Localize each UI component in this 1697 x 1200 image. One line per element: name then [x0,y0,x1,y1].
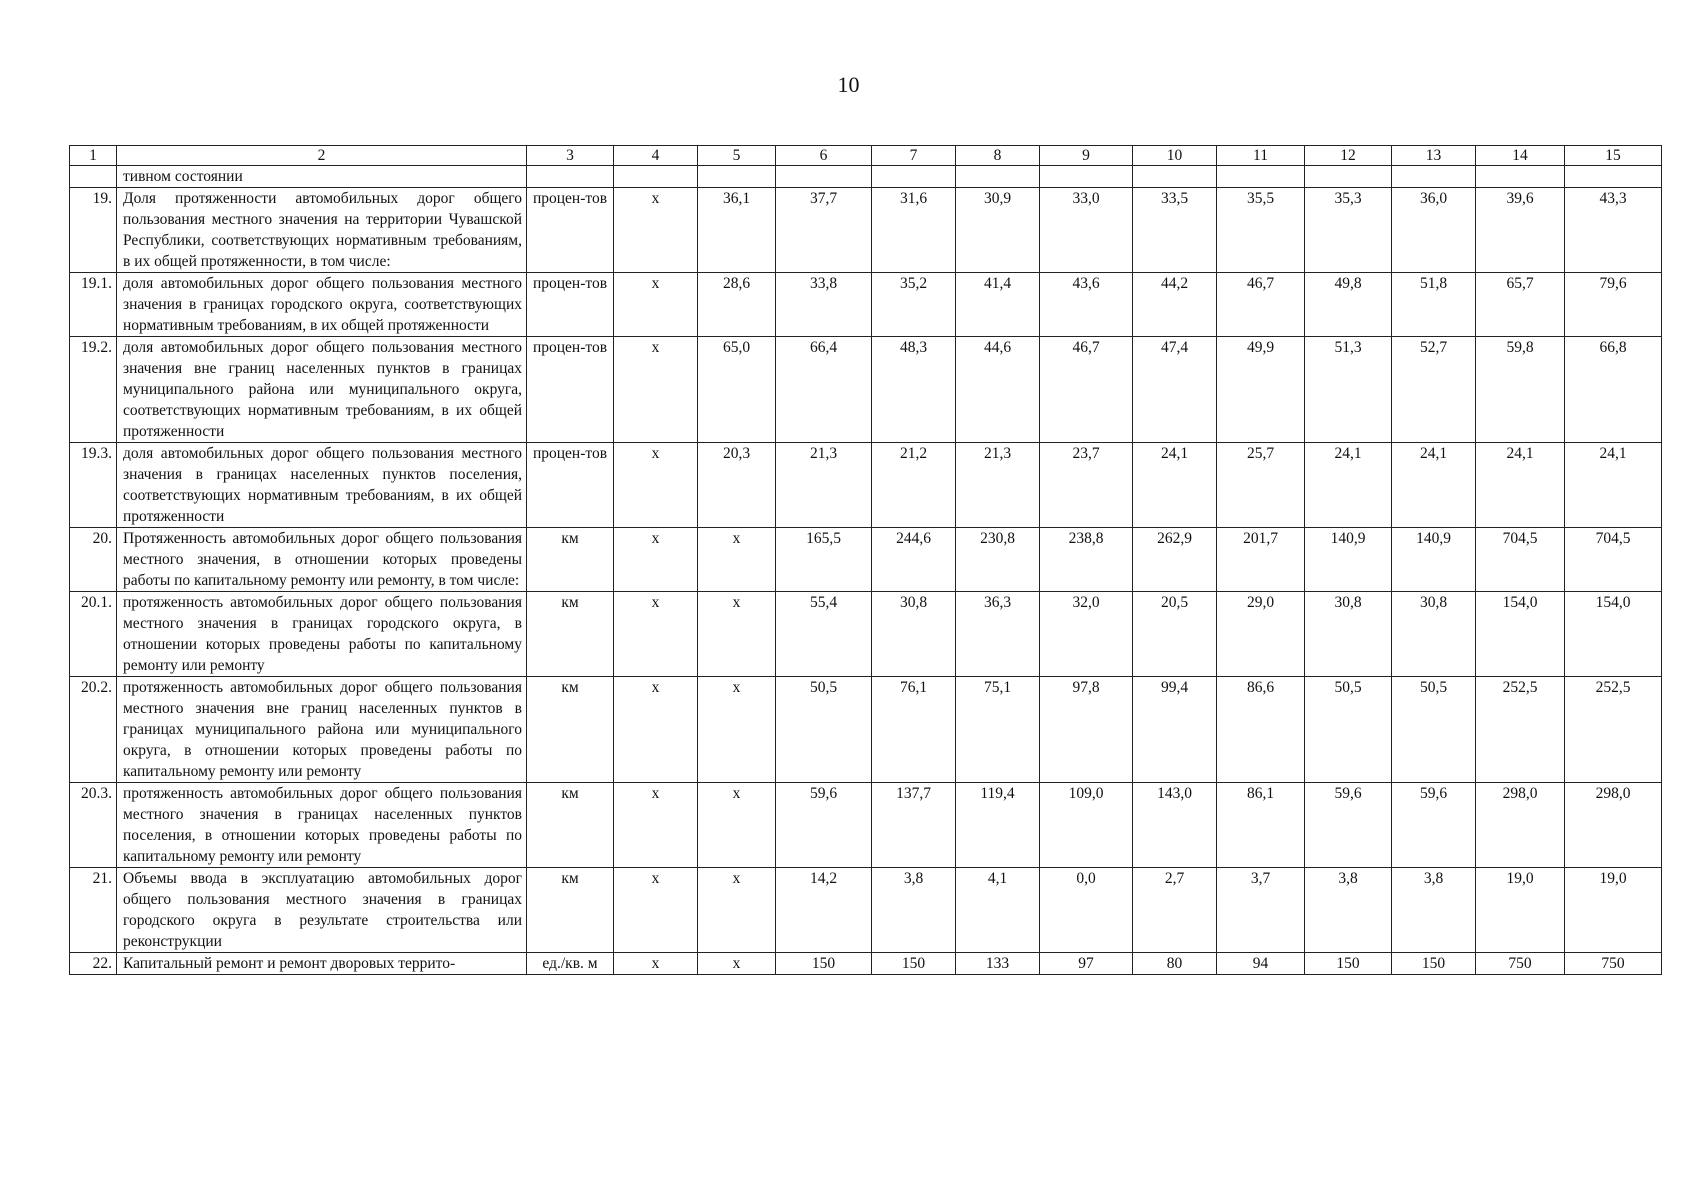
row-number-cell: 20.1. [70,592,117,677]
value-cell: 25,7 [1217,443,1305,528]
value-cell: 97,8 [1040,677,1133,783]
row-number-cell: 19.1. [70,273,117,337]
value-cell: 24,1 [1305,443,1392,528]
indicator-name-cell: доля автомобильных дорог общего пользования местного значения в границах населенных пунктов поселения, соответствующих нормативным требованиям, в их общей протяженности [117,443,527,528]
column-number-cell: 5 [698,146,776,166]
unit-cell: процен-тов [527,273,614,337]
value-cell: 165,5 [776,528,872,592]
column-number-cell: 10 [1133,146,1217,166]
value-cell: х [698,528,776,592]
value-cell: 44,2 [1133,273,1217,337]
value-cell [1133,166,1217,188]
indicator-name-cell: тивном состоянии [117,166,527,188]
column-number-cell: 4 [614,146,698,166]
value-cell: 59,6 [776,783,872,868]
value-cell: 14,2 [776,868,872,953]
value-cell: 30,8 [872,592,956,677]
column-number-cell: 13 [1392,146,1476,166]
value-cell: 43,6 [1040,273,1133,337]
column-number-cell: 6 [776,146,872,166]
value-cell: 65,0 [698,337,776,443]
value-cell: 2,7 [1133,868,1217,953]
value-cell: 49,8 [1305,273,1392,337]
column-number-cell: 11 [1217,146,1305,166]
value-cell: 31,6 [872,188,956,273]
value-cell: 704,5 [1476,528,1565,592]
table-row [70,188,1662,273]
value-cell: 49,9 [1217,337,1305,443]
value-cell [872,166,956,188]
value-cell: 37,7 [776,188,872,273]
table-row [70,443,1662,528]
value-cell: 154,0 [1476,592,1565,677]
unit-cell: процен-тов [527,188,614,273]
value-cell [698,166,776,188]
value-cell: 36,0 [1392,188,1476,273]
value-cell: 35,2 [872,273,956,337]
column-number-row [70,146,1662,166]
value-cell: 150 [872,953,956,975]
value-cell: х [614,677,698,783]
table-row [70,677,1662,783]
indicator-name-cell: доля автомобильных дорог общего пользования местного значения вне границ населенных пунктов в границах муниципального района или муниципального округа, соответствующих нормативным требованиям, в их общей протяженности [117,337,527,443]
indicator-name-cell: доля автомобильных дорог общего пользования местного значения в границах городского округа, соответствующих нормативным требованиям, в их общей протяженности [117,273,527,337]
row-number-cell: 22. [70,953,117,975]
value-cell: х [698,677,776,783]
value-cell [956,166,1040,188]
column-number-cell: 7 [872,146,956,166]
row-number-cell: 20. [70,528,117,592]
unit-cell: км [527,677,614,783]
value-cell: 32,0 [1040,592,1133,677]
value-cell: 3,8 [872,868,956,953]
table-row [70,528,1662,592]
table-row [70,592,1662,677]
value-cell: 24,1 [1565,443,1662,528]
value-cell: х [614,188,698,273]
value-cell: х [614,953,698,975]
unit-cell: км [527,868,614,953]
value-cell: х [698,592,776,677]
value-cell: 201,7 [1217,528,1305,592]
value-cell: 143,0 [1133,783,1217,868]
value-cell: 43,3 [1565,188,1662,273]
value-cell: 262,9 [1133,528,1217,592]
value-cell: 21,3 [956,443,1040,528]
value-cell: 750 [1565,953,1662,975]
value-cell [1040,166,1133,188]
value-cell: 119,4 [956,783,1040,868]
value-cell: 3,8 [1392,868,1476,953]
value-cell: 24,1 [1392,443,1476,528]
value-cell: 30,8 [1392,592,1476,677]
table-row [70,868,1662,953]
unit-cell: ед./кв. м [527,953,614,975]
value-cell [1217,166,1305,188]
value-cell: х [614,783,698,868]
value-cell: 24,1 [1133,443,1217,528]
value-cell: 97 [1040,953,1133,975]
value-cell: 4,1 [956,868,1040,953]
value-cell: 36,1 [698,188,776,273]
value-cell [1392,166,1476,188]
table-row [70,953,1662,975]
value-cell: 76,1 [872,677,956,783]
unit-cell [527,166,614,188]
column-number-cell: 9 [1040,146,1133,166]
value-cell: 51,8 [1392,273,1476,337]
value-cell: 750 [1476,953,1565,975]
column-number-cell: 2 [117,146,527,166]
unit-cell: процен-тов [527,337,614,443]
table-row [70,273,1662,337]
value-cell: х [698,953,776,975]
value-cell: 44,6 [956,337,1040,443]
value-cell: 140,9 [1305,528,1392,592]
unit-cell: км [527,528,614,592]
value-cell: 19,0 [1565,868,1662,953]
indicator-name-cell: Протяженность автомобильных дорог общего пользования местного значения, в отношении которых проведены работы по капитальному ремонту или ремонту, в том числе: [117,528,527,592]
row-number-cell [70,166,117,188]
value-cell: 252,5 [1565,677,1662,783]
value-cell: 55,4 [776,592,872,677]
value-cell: 23,7 [1040,443,1133,528]
value-cell: 154,0 [1565,592,1662,677]
value-cell: 99,4 [1133,677,1217,783]
value-cell: 30,9 [956,188,1040,273]
value-cell: 150 [1392,953,1476,975]
row-number-cell: 20.2. [70,677,117,783]
value-cell: 3,7 [1217,868,1305,953]
value-cell: 51,3 [1305,337,1392,443]
value-cell: 80 [1133,953,1217,975]
value-cell: 33,8 [776,273,872,337]
value-cell: 50,5 [776,677,872,783]
value-cell: 41,4 [956,273,1040,337]
indicator-name-cell: протяженность автомобильных дорог общего пользования местного значения в границах городского округа, в отношении которых проведены работы по капитальному ремонту или ремонту [117,592,527,677]
value-cell: 66,4 [776,337,872,443]
value-cell: 86,1 [1217,783,1305,868]
value-cell: 75,1 [956,677,1040,783]
value-cell: 298,0 [1565,783,1662,868]
value-cell: 50,5 [1305,677,1392,783]
value-cell: 137,7 [872,783,956,868]
value-cell: х [614,868,698,953]
value-cell: х [614,273,698,337]
value-cell: 79,6 [1565,273,1662,337]
value-cell: 59,6 [1392,783,1476,868]
value-cell [614,166,698,188]
value-cell: 21,3 [776,443,872,528]
column-number-cell: 1 [70,146,117,166]
value-cell: 238,8 [1040,528,1133,592]
value-cell: 150 [1305,953,1392,975]
value-cell: 47,4 [1133,337,1217,443]
value-cell: 24,1 [1476,443,1565,528]
value-cell: 35,5 [1217,188,1305,273]
value-cell: 65,7 [1476,273,1565,337]
value-cell: 52,7 [1392,337,1476,443]
column-number-cell: 14 [1476,146,1565,166]
value-cell: 48,3 [872,337,956,443]
value-cell: 50,5 [1392,677,1476,783]
value-cell: 20,3 [698,443,776,528]
value-cell: 3,8 [1305,868,1392,953]
indicator-name-cell: Доля протяженности автомобильных дорог общего пользования местного значения на территории Чувашской Республики, соответствующих нормативным требованиям, в их общей протяженности, в том числе: [117,188,527,273]
value-cell: 0,0 [1040,868,1133,953]
value-cell: 94 [1217,953,1305,975]
value-cell: 230,8 [956,528,1040,592]
value-cell: 19,0 [1476,868,1565,953]
column-number-cell: 8 [956,146,1040,166]
row-number-cell: 19. [70,188,117,273]
column-number-cell: 15 [1565,146,1662,166]
value-cell: 109,0 [1040,783,1133,868]
value-cell: 33,5 [1133,188,1217,273]
value-cell: х [614,592,698,677]
indicators-table [69,145,1662,975]
value-cell: 46,7 [1040,337,1133,443]
value-cell: 66,8 [1565,337,1662,443]
column-number-cell: 3 [527,146,614,166]
value-cell: 59,8 [1476,337,1565,443]
value-cell: 150 [776,953,872,975]
value-cell: 298,0 [1476,783,1565,868]
value-cell [1565,166,1662,188]
value-cell [1476,166,1565,188]
indicator-name-cell: протяженность автомобильных дорог общего пользования местного значения вне границ населенных пунктов в границах муниципального района или муниципального округа, в отношении которых проведены работы по капитальному ремонту или ремонту [117,677,527,783]
column-number-cell: 12 [1305,146,1392,166]
value-cell: 30,8 [1305,592,1392,677]
table-row [70,166,1662,188]
indicator-name-cell: Объемы ввода в эксплуатацию автомобильных дорог общего пользования местного значения в границах городского округа в результате строительства или реконструкции [117,868,527,953]
value-cell: 133 [956,953,1040,975]
value-cell: 252,5 [1476,677,1565,783]
value-cell: 140,9 [1392,528,1476,592]
value-cell: 33,0 [1040,188,1133,273]
value-cell: 21,2 [872,443,956,528]
value-cell: 29,0 [1217,592,1305,677]
row-number-cell: 19.3. [70,443,117,528]
value-cell: х [614,443,698,528]
value-cell: 59,6 [1305,783,1392,868]
value-cell: х [698,868,776,953]
indicator-name-cell: протяженность автомобильных дорог общего пользования местного значения в границах населенных пунктов поселения, в отношении которых проведены работы по капитальному ремонту или ремонту [117,783,527,868]
value-cell: 20,5 [1133,592,1217,677]
row-number-cell: 21. [70,868,117,953]
unit-cell: км [527,592,614,677]
value-cell: х [614,528,698,592]
page-number: 10 [837,72,860,97]
value-cell: х [698,783,776,868]
table-row [70,783,1662,868]
value-cell: 86,6 [1217,677,1305,783]
unit-cell: км [527,783,614,868]
value-cell: 704,5 [1565,528,1662,592]
value-cell: 46,7 [1217,273,1305,337]
row-number-cell: 19.2. [70,337,117,443]
indicator-name-cell: Капитальный ремонт и ремонт дворовых террито- [117,953,527,975]
unit-cell: процен-тов [527,443,614,528]
value-cell: х [614,337,698,443]
value-cell: 28,6 [698,273,776,337]
value-cell: 39,6 [1476,188,1565,273]
value-cell [1305,166,1392,188]
table-row [70,337,1662,443]
value-cell: 35,3 [1305,188,1392,273]
value-cell: 244,6 [872,528,956,592]
value-cell: 36,3 [956,592,1040,677]
value-cell [776,166,872,188]
row-number-cell: 20.3. [70,783,117,868]
